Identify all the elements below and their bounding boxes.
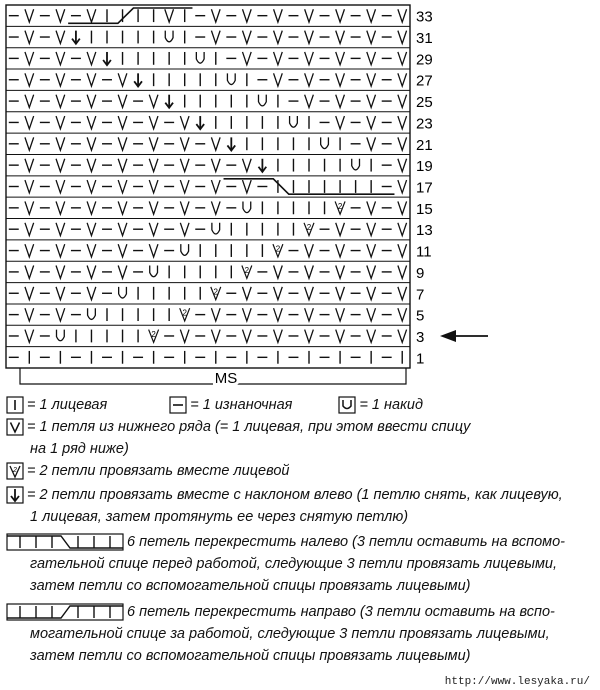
lower-loop-mark: [274, 52, 283, 65]
lower-loop-mark: [149, 159, 158, 172]
lower-loop-mark: [87, 9, 96, 22]
lower-loop-mark: [211, 137, 220, 150]
lower-loop-mark: [398, 9, 407, 22]
lower-loop-mark: [274, 9, 283, 22]
row-number: 31: [416, 30, 433, 48]
row-number: 21: [416, 136, 433, 154]
legend-row-3: [6, 460, 289, 482]
lower-loop-mark: [56, 95, 65, 108]
lower-loop-mark: [242, 308, 251, 321]
row-number: 3: [416, 328, 425, 346]
k2tog-digit: 2: [151, 329, 156, 339]
lower-loop-mark: [25, 201, 34, 214]
lower-loop-mark: [367, 330, 376, 343]
lower-loop-mark: [56, 73, 65, 86]
lower-loop-mark: [118, 244, 127, 257]
legend-cross-right-line1: 6 петель перекрестить направо (3 петли оставить на вспо-: [127, 604, 555, 621]
lower-loop-mark: [305, 266, 314, 279]
lower-loop-mark: [274, 73, 283, 86]
lower-loop-mark: [56, 52, 65, 65]
lower-loop-mark: [398, 116, 407, 129]
lower-loop-mark: [56, 116, 65, 129]
lower-loop-mark: [367, 266, 376, 279]
lower-loop-mark: [242, 180, 251, 193]
lower-loop-mark: [56, 287, 65, 300]
lower-loop-mark: [398, 266, 407, 279]
lower-loop-mark: [25, 137, 34, 150]
lower-loop-mark: [242, 287, 251, 300]
lower-loop-mark: [87, 52, 96, 65]
chart-frame: [6, 5, 410, 368]
legend-row-1: [6, 394, 423, 416]
lower-loop-mark: [398, 180, 407, 193]
lower-loop-mark: [180, 137, 189, 150]
lower-loop-mark: [56, 201, 65, 214]
ms-bracket: [20, 368, 406, 384]
lower-loop-mark: [25, 116, 34, 129]
lower-loop-mark: [398, 137, 407, 150]
lower-loop-mark: [336, 308, 345, 321]
k2tog-symbol-icon: [6, 462, 24, 480]
lower-loop-mark: [367, 9, 376, 22]
lower-loop-mark: [25, 95, 34, 108]
lower-loop-mark: [398, 73, 407, 86]
yarn-over-symbol-icon: [338, 396, 356, 414]
lower-loop-mark: [367, 201, 376, 214]
lower-loop-mark: [398, 52, 407, 65]
yarn-over-mark: [88, 308, 96, 319]
yarn-over-mark: [290, 116, 298, 127]
yarn-over-mark: [321, 137, 329, 148]
lower-loop-mark: [336, 31, 345, 44]
lower-loop-mark: [336, 9, 345, 22]
lower-loop-mark: [25, 266, 34, 279]
legend-row-2: [6, 416, 470, 438]
lower-loop-mark: [180, 116, 189, 129]
lower-loop-mark: [118, 223, 127, 236]
lower-loop-mark: [398, 31, 407, 44]
lower-loop-mark: [274, 31, 283, 44]
lower-loop-mark: [398, 95, 407, 108]
lower-loop-mark: [242, 52, 251, 65]
k2tog-digit: 2: [213, 287, 218, 297]
yarn-over-mark: [150, 266, 158, 277]
k2tog-digit: 2: [306, 223, 312, 233]
lower-loop-mark: [305, 95, 314, 108]
lower-loop-mark: [25, 308, 34, 321]
cross-right-symbol-icon: [6, 603, 124, 621]
lower-loop-mark: [118, 201, 127, 214]
yarn-over-mark: [57, 330, 65, 341]
lower-loop-mark: [367, 244, 376, 257]
lower-loop-mark: [87, 73, 96, 86]
yarn-over-mark: [181, 244, 189, 255]
lower-loop-mark: [25, 287, 34, 300]
legend-k2tog: = 2 петли провязать вместе лицевой: [27, 463, 290, 480]
lower-loop-mark: [180, 159, 189, 172]
lower-loop-mark: [149, 180, 158, 193]
lower-loop-mark: [305, 52, 314, 65]
lower-loop-mark: [367, 116, 376, 129]
lower-loop-mark: [87, 266, 96, 279]
lower-loop-mark: [305, 287, 314, 300]
lower-loop-mark: [305, 330, 314, 343]
lower-loop-mark: [336, 52, 345, 65]
row-number: 15: [416, 200, 433, 218]
lower-loop-mark: [180, 180, 189, 193]
row-number: 9: [416, 264, 425, 282]
row-number: 17: [416, 179, 433, 197]
lower-loop-mark: [180, 201, 189, 214]
yarn-over-mark: [165, 31, 173, 42]
lower-loop-mark: [211, 180, 220, 193]
svg-text:2: 2: [13, 467, 17, 475]
lower-loop-symbol-icon: [6, 418, 24, 436]
row-number: 13: [416, 222, 433, 240]
row-number: 33: [416, 8, 433, 26]
k2tog-digit: 2: [244, 265, 250, 275]
lower-loop-mark: [149, 201, 158, 214]
yarn-over-mark: [227, 73, 235, 84]
row-number: 19: [416, 158, 433, 176]
lower-loop-mark: [274, 308, 283, 321]
lower-loop-mark: [367, 31, 376, 44]
lower-loop-mark: [180, 223, 189, 236]
lower-loop-mark: [274, 330, 283, 343]
lower-loop-mark: [211, 201, 220, 214]
lower-loop-mark: [165, 9, 174, 22]
lower-loop-mark: [118, 180, 127, 193]
lower-loop-mark: [242, 9, 251, 22]
lower-loop-mark: [25, 330, 34, 343]
legend-lower-line1: = 1 петля из нижнего ряда (= 1 лицевая, при этом ввести спицу: [27, 419, 471, 436]
lower-loop-mark: [242, 330, 251, 343]
lower-loop-mark: [25, 159, 34, 172]
lower-loop-mark: [367, 73, 376, 86]
row-number: 23: [416, 115, 433, 133]
lower-loop-mark: [149, 244, 158, 257]
legend-row-6: [6, 601, 555, 623]
row-number: 1: [416, 350, 425, 368]
row-number: 27: [416, 72, 433, 90]
legend-row-5: [6, 531, 565, 553]
lower-loop-mark: [118, 266, 127, 279]
row-number: 11: [416, 243, 432, 261]
lower-loop-mark: [25, 180, 34, 193]
lower-loop-mark: [274, 266, 283, 279]
lower-loop-mark: [336, 223, 345, 236]
legend-row-4: [6, 484, 563, 506]
lower-loop-mark: [336, 330, 345, 343]
legend-knit: = 1 лицевая: [27, 397, 108, 414]
lower-loop-mark: [56, 266, 65, 279]
legend-cross-left-line2: гательной спице перед работой, следующие 3 петли провязать лицевыми,: [30, 556, 558, 572]
purl-symbol-icon: [169, 396, 187, 414]
lower-loop-mark: [274, 287, 283, 300]
legend-lower-line2: на 1 ряд ниже): [30, 441, 129, 457]
ssk-arrow-symbol-icon: [6, 486, 24, 504]
legend-cross-left-line3: затем петли со вспомогательной спицы провязать лицевыми): [30, 578, 471, 594]
lower-loop-mark: [149, 223, 158, 236]
lower-loop-mark: [367, 137, 376, 150]
yarn-over-mark: [196, 52, 204, 63]
lower-loop-mark: [118, 95, 127, 108]
lower-loop-mark: [398, 330, 407, 343]
lower-loop-mark: [211, 9, 220, 22]
legend-yo: = 1 накид: [359, 397, 423, 414]
lower-loop-mark: [398, 308, 407, 321]
site-url: http://www.lesyaka.ru/: [444, 676, 590, 688]
yarn-over-mark: [212, 223, 220, 234]
lower-loop-mark: [336, 287, 345, 300]
lower-loop-mark: [211, 330, 220, 343]
lower-loop-mark: [398, 244, 407, 257]
row-number: 5: [416, 307, 425, 325]
lower-loop-mark: [211, 308, 220, 321]
lower-loop-mark: [336, 95, 345, 108]
lower-loop-mark: [180, 330, 189, 343]
lower-loop-mark: [25, 73, 34, 86]
lower-loop-mark: [87, 244, 96, 257]
lower-loop-mark: [211, 31, 220, 44]
legend-ssk-line2: 1 лицевая, затем протянуть ее через снятую петлю): [30, 509, 409, 525]
lower-loop-mark: [336, 116, 345, 129]
legend-ssk-line1: = 2 петли провязать вместе с наклоном влево (1 петлю снять, как лицевую,: [27, 487, 563, 504]
yarn-over-mark: [243, 201, 251, 212]
lower-loop-mark: [56, 180, 65, 193]
lower-loop-mark: [305, 244, 314, 257]
yarn-over-mark: [259, 95, 267, 106]
lower-loop-mark: [56, 223, 65, 236]
ms-label: MS: [214, 370, 238, 387]
yarn-over-mark: [119, 287, 127, 298]
lower-loop-mark: [305, 31, 314, 44]
lower-loop-mark: [367, 95, 376, 108]
lower-loop-mark: [149, 116, 158, 129]
lower-loop-mark: [87, 137, 96, 150]
lower-loop-mark: [398, 201, 407, 214]
lower-loop-mark: [87, 287, 96, 300]
legend-cross-right-line3: затем петли со вспомогательной спицы провязать лицевыми): [30, 648, 471, 664]
lower-loop-mark: [25, 9, 34, 22]
lower-loop-mark: [56, 31, 65, 44]
lower-loop-mark: [305, 9, 314, 22]
lower-loop-mark: [118, 159, 127, 172]
lower-loop-mark: [242, 159, 251, 172]
lower-loop-mark: [56, 9, 65, 22]
lower-loop-mark: [25, 223, 34, 236]
lower-loop-mark: [398, 287, 407, 300]
row-number: 29: [416, 51, 433, 69]
lower-loop-mark: [367, 52, 376, 65]
lower-loop-mark: [56, 137, 65, 150]
lower-loop-mark: [87, 159, 96, 172]
lower-loop-mark: [56, 244, 65, 257]
lower-loop-mark: [56, 159, 65, 172]
lower-loop-mark: [398, 223, 407, 236]
lower-loop-mark: [87, 116, 96, 129]
lower-loop-mark: [25, 244, 34, 257]
yarn-over-mark: [352, 159, 360, 170]
lower-loop-mark: [367, 287, 376, 300]
k2tog-digit: 2: [275, 244, 281, 254]
legend-cross-left-line1: 6 петель перекрестить налево (3 петли оставить на вспомо-: [127, 534, 565, 551]
lower-loop-mark: [367, 308, 376, 321]
lower-loop-mark: [336, 244, 345, 257]
lower-loop-mark: [87, 201, 96, 214]
lower-loop-mark: [149, 95, 158, 108]
lower-loop-mark: [25, 52, 34, 65]
start-arrow-head: [440, 330, 456, 342]
knit-symbol-icon: [6, 396, 24, 414]
row-number: 25: [416, 94, 433, 112]
lower-loop-mark: [305, 308, 314, 321]
lower-loop-mark: [118, 137, 127, 150]
lower-loop-mark: [56, 308, 65, 321]
lower-loop-mark: [149, 137, 158, 150]
lower-loop-mark: [242, 31, 251, 44]
lower-loop-mark: [336, 73, 345, 86]
lower-loop-mark: [25, 31, 34, 44]
row-number: 7: [416, 286, 425, 304]
lower-loop-mark: [118, 73, 127, 86]
lower-loop-mark: [87, 180, 96, 193]
legend-cross-right-line2: могательной спице за работой, следующие 3 петли провязать лицевыми,: [30, 626, 550, 642]
k2tog-digit: 2: [182, 308, 187, 318]
lower-loop-mark: [211, 159, 220, 172]
lower-loop-mark: [87, 223, 96, 236]
cross-left-symbol-icon: [6, 533, 124, 551]
legend-purl: = 1 изнаночная: [190, 397, 293, 414]
lower-loop-mark: [118, 116, 127, 129]
lower-loop-mark: [398, 159, 407, 172]
lower-loop-mark: [87, 95, 96, 108]
lower-loop-mark: [367, 223, 376, 236]
lower-loop-mark: [336, 266, 345, 279]
k2tog-digit: 2: [337, 201, 343, 211]
lower-loop-mark: [305, 73, 314, 86]
